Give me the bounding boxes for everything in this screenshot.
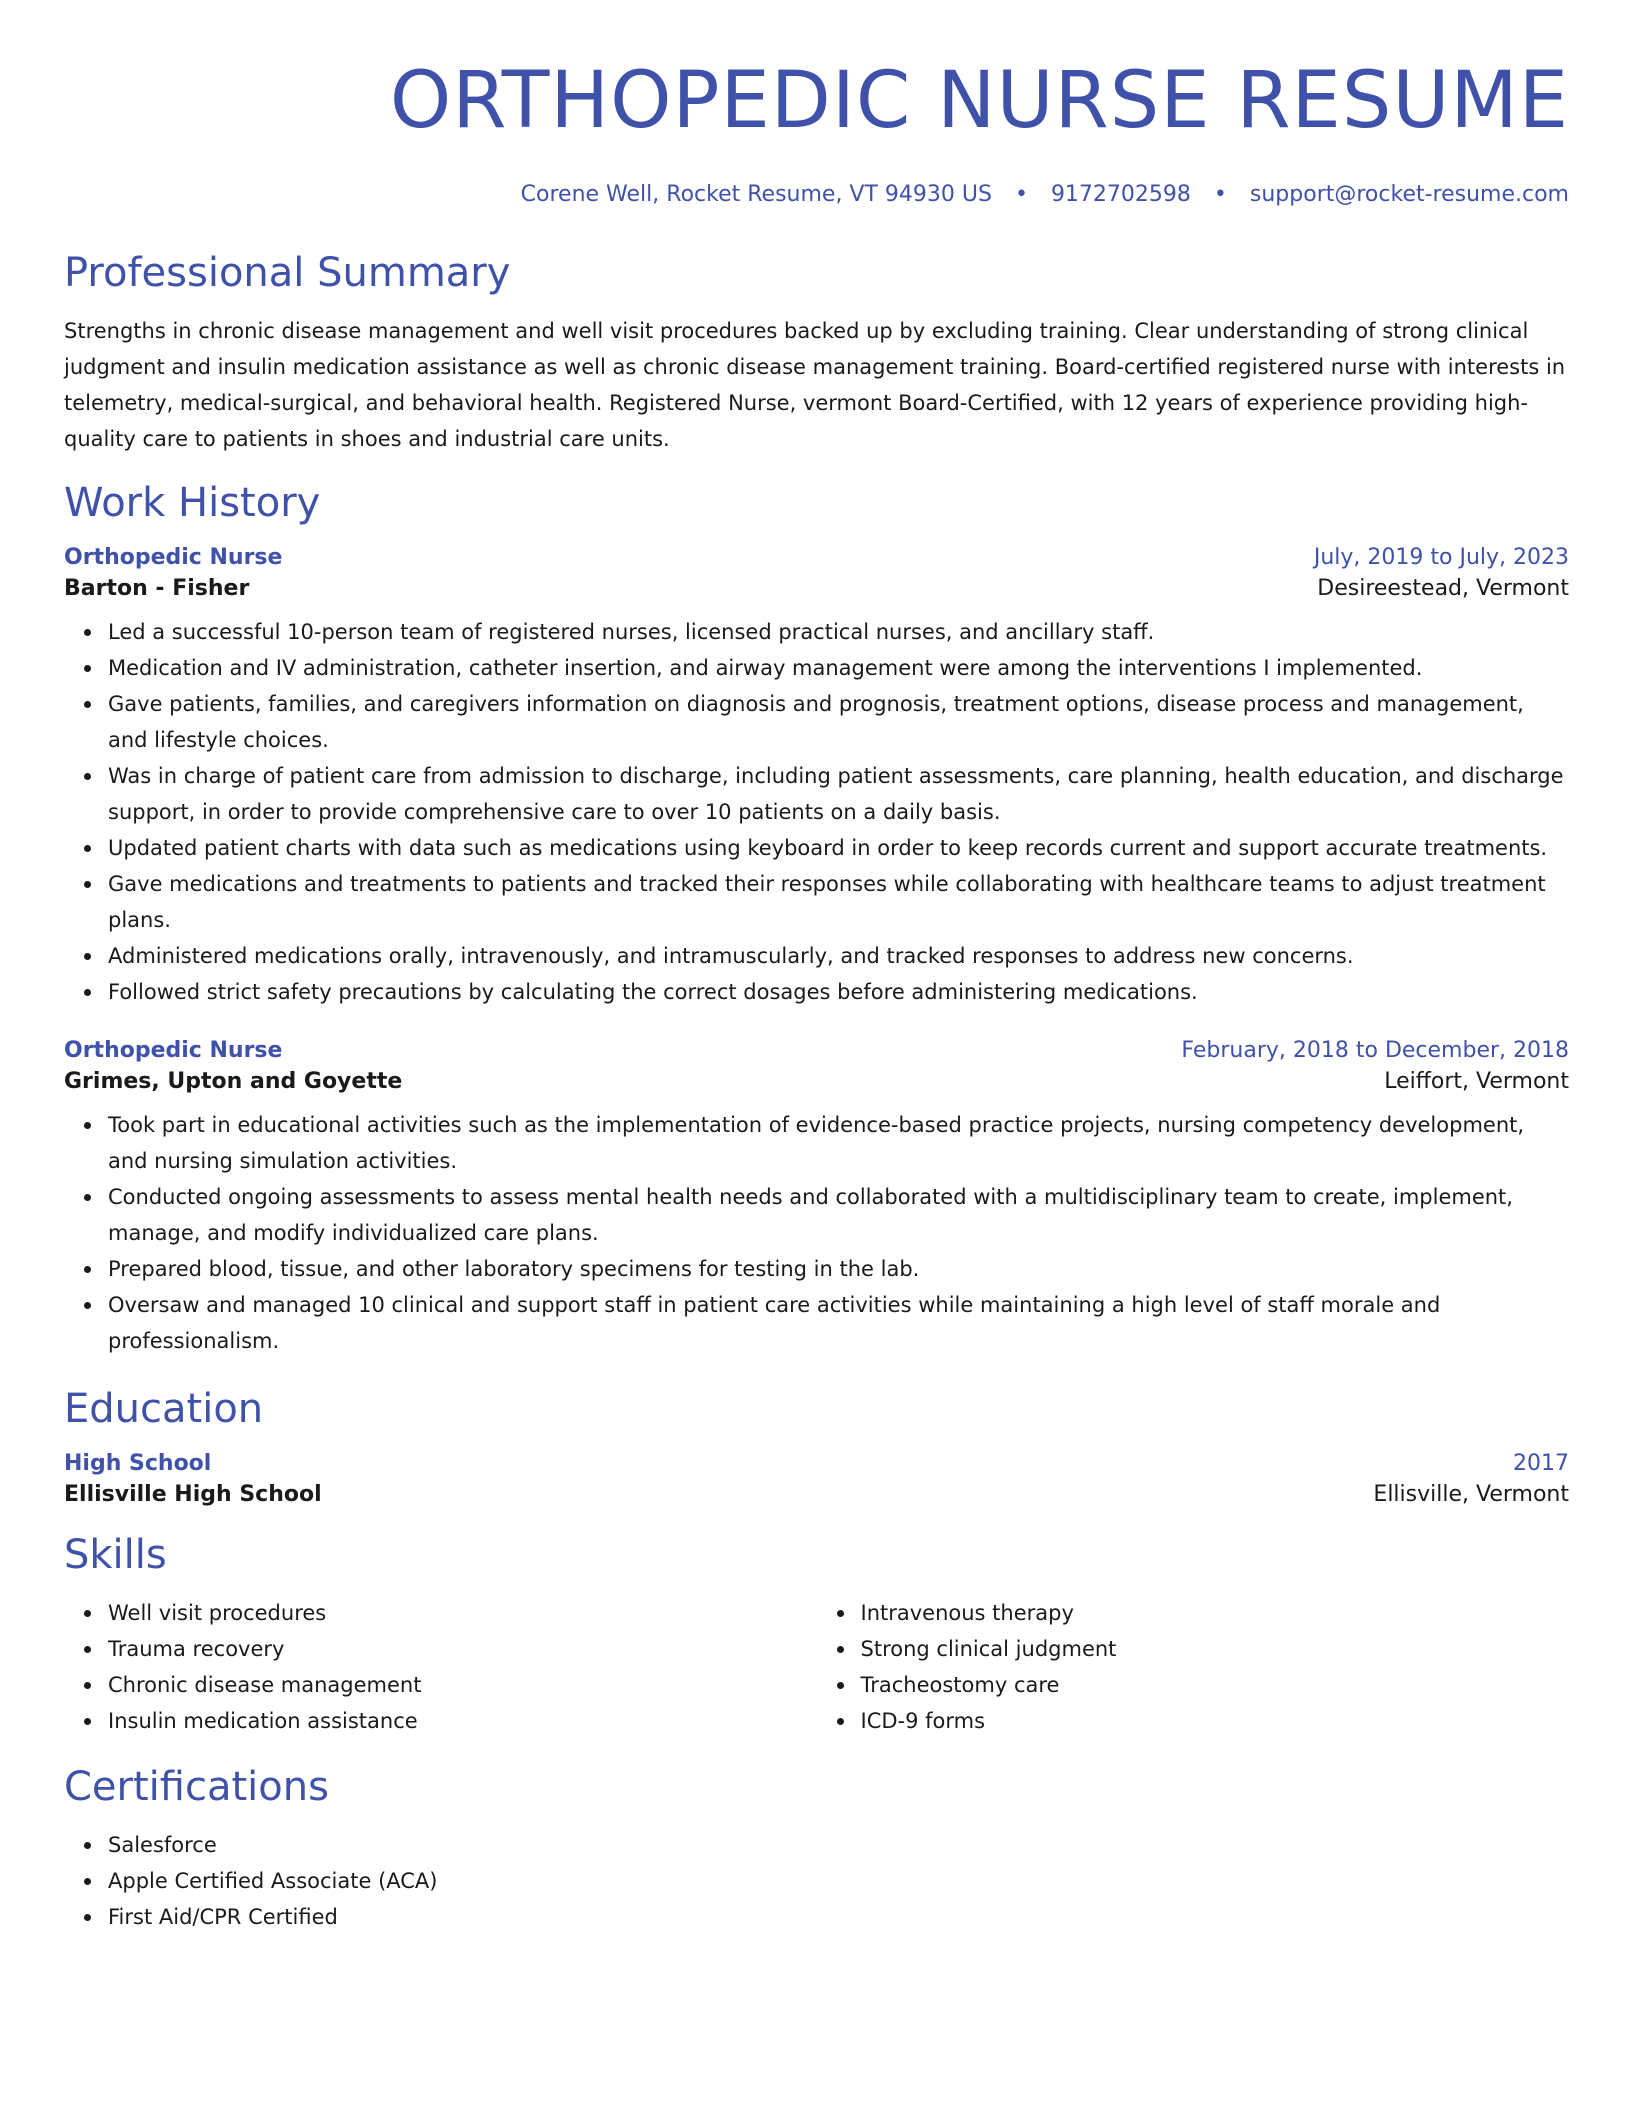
job-entry [64, 1038, 1569, 1359]
skill-item: Tracheostomy care [861, 1667, 1570, 1703]
skill-item: Intravenous therapy [861, 1595, 1570, 1631]
skill-item: Insulin medication assistance [108, 1703, 817, 1739]
skill-item: Well visit procedures [108, 1595, 817, 1631]
skill-item: Chronic disease management [108, 1667, 817, 1703]
list-item: Conducted ongoing assessments to assess mental health needs and collaborated with a multidisciplinary team to create, implement, manage, and modify individualized care plans. [108, 1179, 1569, 1251]
skill-item: Strong clinical judgment [861, 1631, 1570, 1667]
job-subheader [64, 576, 1569, 601]
summary-text: Strengths in chronic disease management and well visit procedures backed up by excluding training. Clear understanding of strong clinical judgment and insulin medication assistance as well as chronic disease management training. Board-certified registered nurse with interests in telemetry, medical-surgical, and behavioral health. Registered Nurse, vermont Board-Certified, with 12 years of experience providing high-quality care to patients in shoes and industrial care units. [64, 319, 1566, 451]
list-item: Administered medications orally, intravenously, and intramuscularly, and tracked responses to address new concerns. [108, 938, 1569, 974]
work-history-section [64, 480, 1569, 1359]
list-item: Gave medications and treatments to patients and tracked their responses while collaborating with healthcare teams to adjust treatment plans. [108, 866, 1569, 938]
contact-separator: • [1213, 182, 1227, 207]
job-entry [64, 545, 1569, 1010]
summary-heading: Professional Summary [64, 250, 511, 296]
education-entry [64, 1451, 1569, 1507]
certifications-section [64, 1764, 1569, 1935]
resume-title: ORTHOPEDIC NURSE RESUME [389, 56, 1569, 146]
job-subheader [64, 1069, 1569, 1094]
job-title: Orthopedic Nurse [64, 1038, 283, 1063]
school-name: Ellisville High School [64, 1482, 322, 1507]
job-dates: February, 2018 to December, 2018 [1181, 1038, 1569, 1063]
job-bullets [64, 1107, 1569, 1359]
education-year: 2017 [1513, 1451, 1569, 1476]
list-item: Was in charge of patient care from admission to discharge, including patient assessments, care planning, health education, and discharge support, in order to provide comprehensive care to over 10 patients on a daily basis. [108, 758, 1569, 830]
list-item: Oversaw and managed 10 clinical and support staff in patient care activities while maintaining a high level of staff morale and professionalism. [108, 1287, 1569, 1359]
list-item: Prepared blood, tissue, and other laboratory specimens for testing in the lab. [108, 1251, 1569, 1287]
list-item: Gave patients, families, and caregivers information on diagnosis and prognosis, treatment options, disease process and management, and lifestyle choices. [108, 686, 1569, 758]
contact-phone: 9172702598 [1050, 182, 1191, 207]
company-name: Barton - Fisher [64, 576, 250, 601]
certification-item: First Aid/CPR Certified [108, 1899, 1569, 1935]
certifications-list [64, 1827, 1569, 1935]
contact-separator: • [1014, 182, 1028, 207]
summary-section [64, 250, 1569, 457]
certifications-heading: Certifications [64, 1764, 329, 1810]
skills-grid [64, 1595, 1569, 1739]
job-bullets [64, 614, 1569, 1010]
certification-item: Salesforce [108, 1827, 1569, 1863]
education-header [64, 1451, 1569, 1476]
list-item: Took part in educational activities such as the implementation of evidence-based practice projects, nursing competency development, and nursing simulation activities. [108, 1107, 1569, 1179]
list-item: Led a successful 10-person team of registered nurses, licensed practical nurses, and ancillary staff. [108, 614, 1569, 650]
degree: High School [64, 1451, 212, 1476]
work-history-heading: Work History [64, 480, 321, 526]
job-title: Orthopedic Nurse [64, 545, 283, 570]
list-item: Followed strict safety precautions by calculating the correct dosages before administering medications. [108, 974, 1569, 1010]
job-location: Leiffort, Vermont [1384, 1069, 1569, 1094]
skills-heading: Skills [64, 1532, 167, 1578]
certification-item: Apple Certified Associate (ACA) [108, 1863, 1569, 1899]
skill-item: Trauma recovery [108, 1631, 817, 1667]
contact-email: support@rocket-resume.com [1249, 182, 1569, 207]
job-dates: July, 2019 to July, 2023 [1313, 545, 1569, 570]
list-item: Medication and IV administration, catheter insertion, and airway management were among the interventions I implemented. [108, 650, 1569, 686]
education-section [64, 1386, 1569, 1507]
job-header [64, 545, 1569, 570]
school-location: Ellisville, Vermont [1373, 1482, 1569, 1507]
skills-list-left [64, 1595, 817, 1739]
contact-address: Corene Well, Rocket Resume, VT 94930 US [520, 182, 992, 207]
company-name: Grimes, Upton and Goyette [64, 1069, 403, 1094]
job-location: Desireestead, Vermont [1317, 576, 1569, 601]
skill-item: ICD-9 forms [861, 1703, 1570, 1739]
skills-section [64, 1532, 1569, 1739]
education-heading: Education [64, 1386, 264, 1432]
list-item: Updated patient charts with data such as medications using keyboard in order to keep records current and support accurate treatments. [108, 830, 1569, 866]
contact-line [64, 182, 1569, 207]
skills-list-right [817, 1595, 1570, 1739]
education-subheader [64, 1482, 1569, 1507]
job-header [64, 1038, 1569, 1063]
